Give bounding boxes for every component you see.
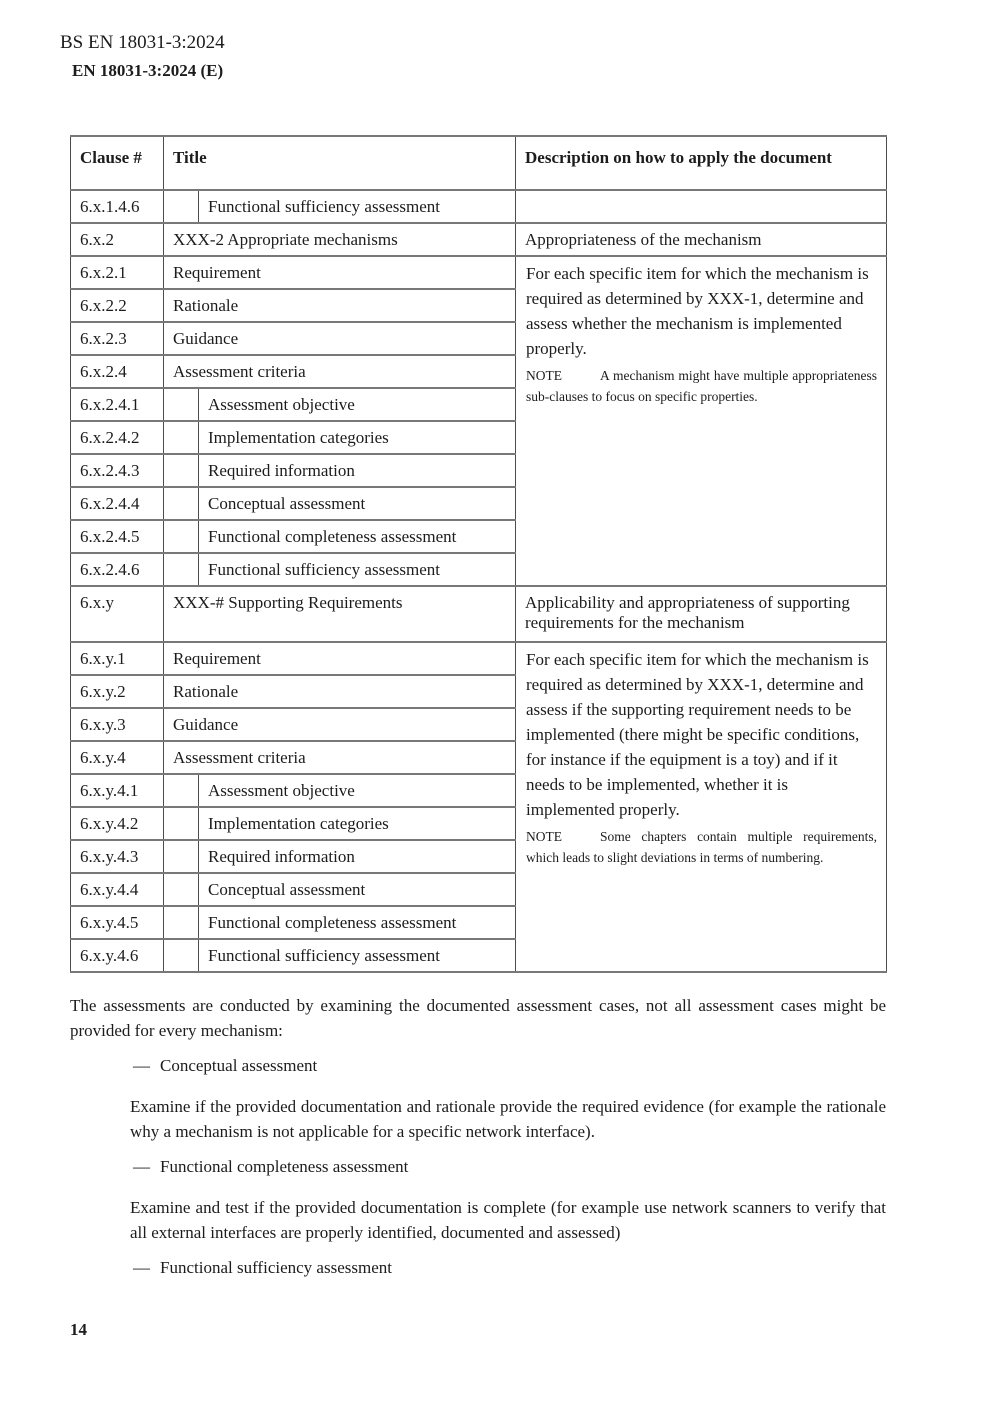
title-cell: Conceptual assessment <box>199 873 516 906</box>
description-note <box>526 826 877 868</box>
clause-cell: 6.x.2.4.2 <box>71 421 164 454</box>
indent-cell <box>164 487 199 520</box>
table-row <box>71 223 887 256</box>
indent-cell <box>164 840 199 873</box>
table-header-row <box>71 136 887 190</box>
clause-cell: 6.x.2.4.4 <box>71 487 164 520</box>
intro-paragraph: The assessments are conducted by examining the documented assessment cases, not all assessment cases might be provided for every mechanism: <box>70 996 886 1040</box>
explanation-paragraph: Examine and test if the provided documentation is complete (for example use network scanners to verify that all external interfaces are properly identified, documented and assessed) <box>130 1198 886 1242</box>
title-cell: Assessment objective <box>199 774 516 807</box>
header-title: Title <box>164 136 516 190</box>
explanation-paragraph: Examine if the provided documentation and rationale provide the required evidence (for example the rationale why a mechanism is not applicable for a specific network interface). <box>130 1097 886 1141</box>
clause-cell: 6.x.2.4.3 <box>71 454 164 487</box>
description-note <box>526 365 877 407</box>
description-text: For each specific item for which the mechanism is required as determined by XXX-1, determine and assess whether the mechanism is implemented properly. <box>526 264 869 358</box>
header-clause: Clause # <box>71 136 164 190</box>
clause-cell: 6.x.y.4.3 <box>71 840 164 873</box>
clause-cell: 6.x.y.4.1 <box>71 774 164 807</box>
description-text: For each specific item for which the mechanism is required as determined by XXX-1, determine and assess if the supporting requirement needs to be implemented (there might be specific conditions, for instance if the equipment is a toy) and if it needs to be implemented, whether it is implemented properly. <box>526 650 869 819</box>
dash-bullet: — <box>133 1258 150 1277</box>
dash-bullet: — <box>133 1157 150 1176</box>
title-cell: Rationale <box>164 289 516 322</box>
title-cell: Assessment criteria <box>164 355 516 388</box>
clause-cell: 6.x.y.4.4 <box>71 873 164 906</box>
page-content <box>70 135 886 1296</box>
bullet-label: Functional sufficiency assessment <box>160 1258 392 1277</box>
title-cell: Guidance <box>164 322 516 355</box>
clause-cell: 6.x.2.3 <box>71 322 164 355</box>
title-cell: Required information <box>199 840 516 873</box>
bullet-label: Functional completeness assessment <box>160 1157 409 1176</box>
title-cell: Functional sufficiency assessment <box>199 553 516 586</box>
description-cell: Appropriateness of the mechanism <box>516 223 887 256</box>
clause-cell: 6.x.y.4.2 <box>71 807 164 840</box>
indent-cell <box>164 454 199 487</box>
clause-cell: 6.x.y.3 <box>71 708 164 741</box>
title-cell: Assessment objective <box>199 388 516 421</box>
clause-cell: 6.x.y.4 <box>71 741 164 774</box>
note-label: NOTE <box>526 829 562 844</box>
clause-cell: 6.x.2.4.5 <box>71 520 164 553</box>
table-row <box>71 642 887 675</box>
document-reference-en: EN 18031-3:2024 (E) <box>72 61 224 80</box>
table-row <box>71 256 887 289</box>
clause-cell: 6.x.y <box>71 586 164 642</box>
clause-cell: 6.x.y.2 <box>71 675 164 708</box>
clause-cell: 6.x.1.4.6 <box>71 190 164 223</box>
indent-cell <box>164 906 199 939</box>
clause-cell: 6.x.2.4.1 <box>71 388 164 421</box>
indent-cell <box>164 873 199 906</box>
page-number: 14 <box>70 1320 87 1339</box>
document-reference: BS EN 18031-3:2024 <box>60 32 225 53</box>
table-row <box>71 586 887 642</box>
body-text-section <box>70 993 886 1280</box>
description-cell: Applicability and appropriateness of supporting requirements for the mechanism <box>516 586 887 642</box>
indent-cell <box>164 190 199 223</box>
indent-cell <box>164 807 199 840</box>
bullet-item <box>70 1154 886 1179</box>
title-cell: Requirement <box>164 256 516 289</box>
table-row <box>71 190 887 223</box>
header-description: Description on how to apply the document <box>516 136 887 190</box>
note-text: Some chapters contain multiple requirements, which leads to slight deviations in terms of numbering. <box>526 829 877 865</box>
indent-cell <box>164 388 199 421</box>
note-label: NOTE <box>526 368 562 383</box>
bullet-item <box>70 1255 886 1280</box>
bullet-label: Conceptual assessment <box>160 1056 318 1075</box>
title-cell: Conceptual assessment <box>199 487 516 520</box>
title-cell: Guidance <box>164 708 516 741</box>
clause-cell: 6.x.2.4.6 <box>71 553 164 586</box>
clause-cell: 6.x.y.4.6 <box>71 939 164 972</box>
title-cell: Implementation categories <box>199 807 516 840</box>
note-text: A mechanism might have multiple appropriateness sub-clauses to focus on specific properties. <box>526 368 877 404</box>
title-cell: Functional completeness assessment <box>199 906 516 939</box>
indent-cell <box>164 939 199 972</box>
title-cell: Functional sufficiency assessment <box>199 190 516 223</box>
bullet-item <box>70 1053 886 1078</box>
description-cell-empty <box>516 190 887 223</box>
clause-table <box>70 135 887 973</box>
clause-cell: 6.x.2.2 <box>71 289 164 322</box>
clause-cell: 6.x.2.1 <box>71 256 164 289</box>
title-cell: Functional sufficiency assessment <box>199 939 516 972</box>
clause-cell: 6.x.2 <box>71 223 164 256</box>
title-cell: Rationale <box>164 675 516 708</box>
clause-cell: 6.x.2.4 <box>71 355 164 388</box>
indent-cell <box>164 520 199 553</box>
description-cell <box>516 642 887 972</box>
title-cell: Functional completeness assessment <box>199 520 516 553</box>
indent-cell <box>164 421 199 454</box>
title-cell: XXX-2 Appropriate mechanisms <box>164 223 516 256</box>
title-cell: Required information <box>199 454 516 487</box>
clause-cell: 6.x.y.1 <box>71 642 164 675</box>
dash-bullet: — <box>133 1056 150 1075</box>
title-cell: Requirement <box>164 642 516 675</box>
title-cell: XXX-# Supporting Requirements <box>164 586 516 642</box>
title-cell: Implementation categories <box>199 421 516 454</box>
clause-cell: 6.x.y.4.5 <box>71 906 164 939</box>
indent-cell <box>164 553 199 586</box>
title-cell: Assessment criteria <box>164 741 516 774</box>
description-cell <box>516 256 887 586</box>
indent-cell <box>164 774 199 807</box>
